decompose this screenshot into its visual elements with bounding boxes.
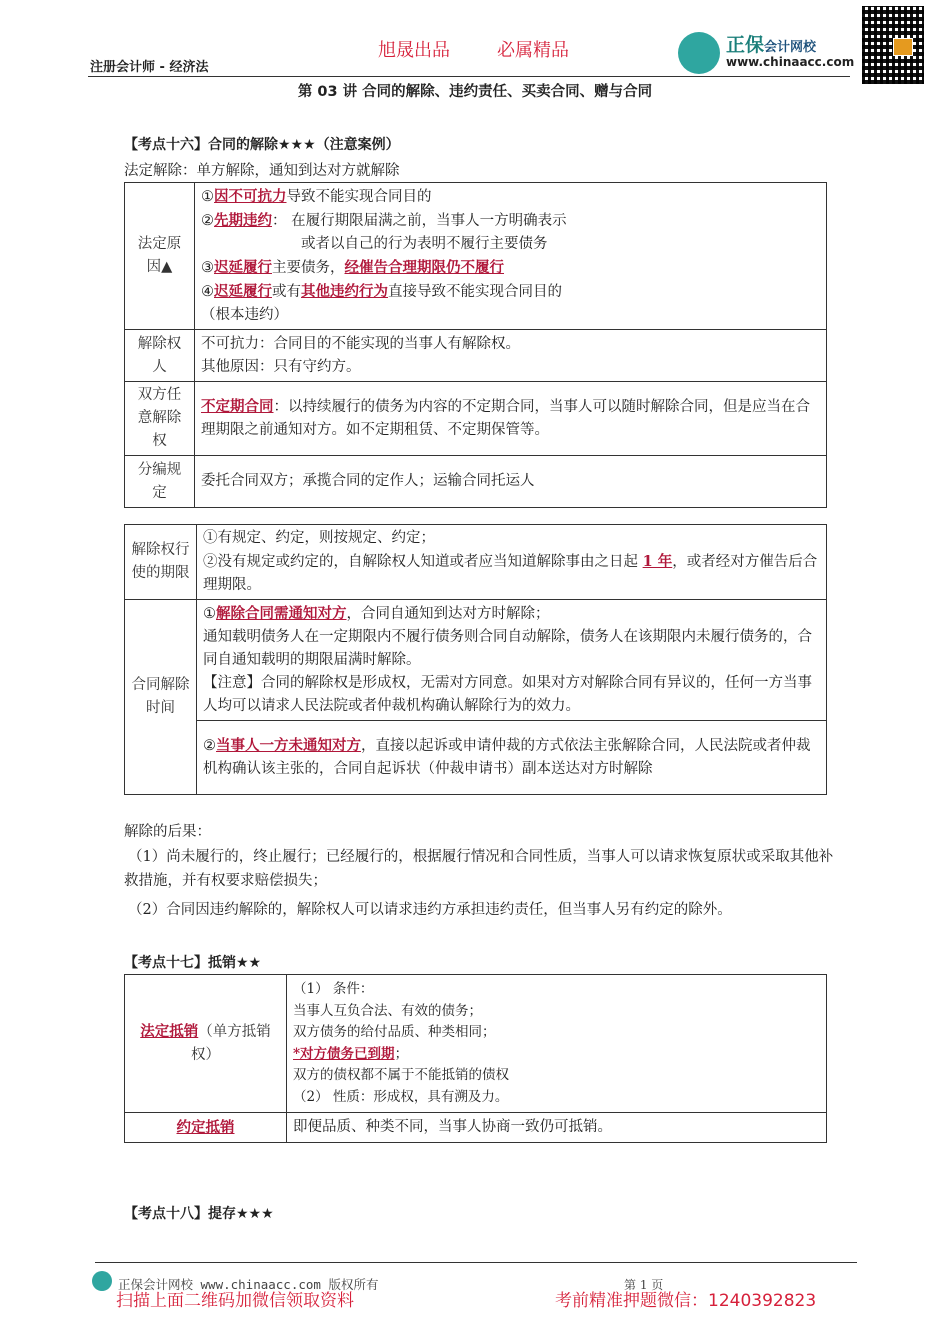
row-label: 法定抵销（单方抵销权） bbox=[125, 975, 287, 1113]
consequences-p2: （2）合同因违约解除的，解除权人可以请求违约方承担违约责任，但当事人另有约定的除外。 bbox=[128, 902, 732, 918]
logo-icon bbox=[678, 32, 720, 74]
table-row bbox=[125, 183, 827, 330]
header-divider bbox=[88, 76, 850, 77]
section-17-heading: 【考点十七】抵销★★ bbox=[124, 955, 262, 971]
termination-table bbox=[124, 182, 827, 508]
row-label: 分编规定 bbox=[125, 456, 195, 508]
logo-name: 正保会计网校 bbox=[726, 34, 817, 56]
table-row bbox=[125, 382, 827, 456]
row-content: 不可抗力：合同目的不能实现的当事人有解除权。 其他原因：只有守约方。 bbox=[195, 330, 827, 382]
footer-divider bbox=[95, 1262, 857, 1263]
footer-copyright: 正保会计网校 www.chinaacc.com 版权所有 bbox=[118, 1277, 379, 1292]
row-content: ①有规定、约定，则按规定、约定； ②没有规定或约定的，自解除权人知道或者应当知道解除事由之日起 1 年，或者经对方催告后合理期限。 bbox=[197, 525, 827, 600]
section-16-intro: 法定解除：单方解除，通知到达对方就解除 bbox=[124, 163, 400, 179]
table-row bbox=[125, 525, 827, 600]
table-row bbox=[125, 600, 827, 721]
table-row bbox=[125, 330, 827, 382]
table-row bbox=[125, 721, 827, 795]
row-label: 法定原因▲ bbox=[125, 183, 195, 330]
logo-url: www.chinaacc.com bbox=[726, 55, 855, 69]
course-title: 注册会计师 - 经济法 bbox=[90, 60, 209, 75]
table-row bbox=[125, 975, 827, 1113]
row-content: 即便品质、种类不同，当事人协商一致仍可抵销。 bbox=[287, 1113, 827, 1143]
section-18-heading: 【考点十八】提存★★★ bbox=[124, 1206, 274, 1222]
statutory-reasons: ①因不可抗力导致不能实现合同目的 ②先期违约： 在履行期限届满之前，当事人一方明确表示 或者以自己的行为表明不履行主要债务 ③迟延履行主要债务，经催告合理期限仍不履行 ④迟延履行或有其他违约行为直接导致不能实现合同目的 （根本违约） bbox=[195, 183, 827, 330]
page-number: 第 1 页 bbox=[624, 1278, 664, 1292]
table-row bbox=[125, 1113, 827, 1143]
brand-logo[interactable] bbox=[678, 30, 858, 74]
footer-logo-icon bbox=[92, 1271, 112, 1291]
consequences-title: 解除的后果： bbox=[124, 824, 211, 840]
row-content: ①解除合同需通知对方，合同自通知到达对方时解除； 通知载明债务人在一定期限内不履行债务则合同自动解除，债务人在该期限内未履行债务的，合同自通知载明的期限届满时解除。 【注意】合同的解除权是形成权，无需对方同意。如果对方对解除合同有异议的，任何一方当事人均可以请求人民法院或者仲裁机构确认解除行为的效力。 bbox=[197, 600, 827, 721]
row-label: 双方任意解除权 bbox=[125, 382, 195, 456]
consequences-p1: （1）尚未履行的，终止履行；已经履行的，根据履行情况和合同性质，当事人可以请求恢复原状或采取其他补救措施，并有权要求赔偿损失； bbox=[124, 849, 834, 889]
row-label: 合同解除时间 bbox=[125, 600, 197, 795]
row-content: 不定期合同：以持续履行的债务为内容的不定期合同，当事人可以随时解除合同，但是应当在合理期限之前通知对方。如不定期租赁、不定期保管等。 bbox=[195, 382, 827, 456]
lecture-title: 第 03 讲 合同的解除、违约责任、买卖合同、赠与合同 bbox=[297, 84, 653, 100]
setoff-table bbox=[124, 974, 827, 1143]
table-row bbox=[125, 456, 827, 508]
row-content: ②当事人一方未通知对方，直接以起诉或申请仲裁的方式依法主张解除合同，人民法院或者仲裁机构确认该主张的，合同自起诉状（仲裁申请书）副本送达对方时解除 bbox=[197, 721, 827, 795]
section-16-heading: 【考点十六】合同的解除★★★（注意案例） bbox=[124, 137, 400, 153]
row-label: 解除权人 bbox=[125, 330, 195, 382]
promo-right: 必属精品 bbox=[497, 40, 569, 61]
row-label: 解除权行使的期限 bbox=[125, 525, 197, 600]
row-content: 委托合同双方；承揽合同的定作人；运输合同托运人 bbox=[195, 456, 827, 508]
promo-left: 旭晟出品 bbox=[378, 40, 450, 61]
row-label: 约定抵销 bbox=[125, 1113, 287, 1143]
qr-center-logo-icon bbox=[893, 38, 913, 56]
row-content: （1） 条件： 当事人互负合法、有效的债务； 双方债务的给付品质、种类相同； *对方债务已到期； 双方的债权都不属于不能抵销的债权 （2） 性质：形成权，具有溯及力。 bbox=[287, 975, 827, 1113]
footer-promo-right: 考前精准押题微信：1240392823 bbox=[555, 1291, 817, 1311]
termination-timing-table bbox=[124, 524, 827, 795]
footer-promo-left: 扫描上面二维码加微信领取资料 bbox=[116, 1291, 354, 1311]
